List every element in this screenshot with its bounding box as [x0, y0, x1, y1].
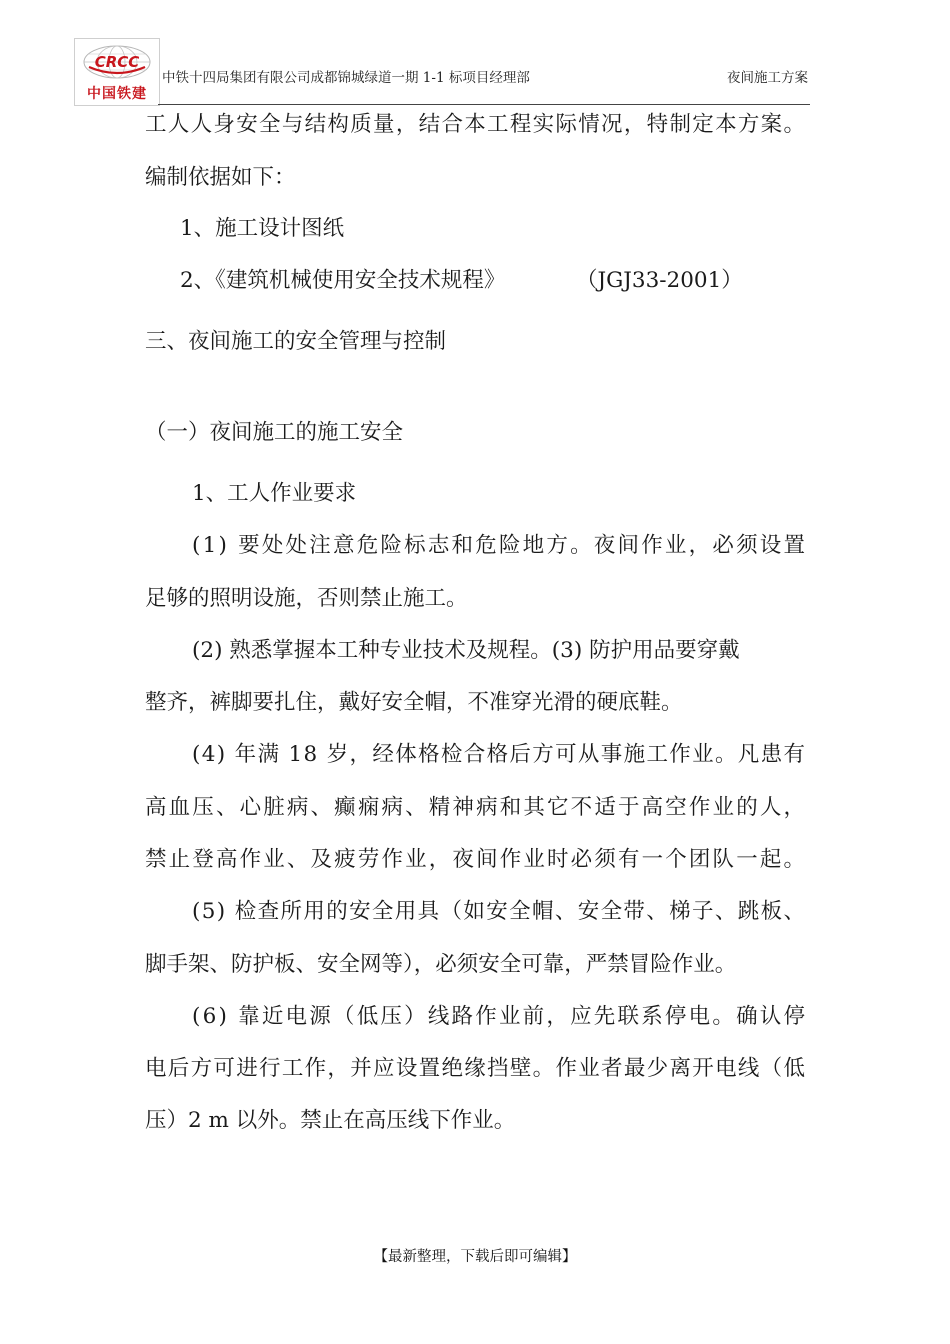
body-line: 工人人身安全与结构质量，结合本工程实际情况，特制定本方案。: [145, 112, 807, 137]
globe-logo-icon: [81, 45, 153, 81]
crcc-logo: [74, 38, 160, 106]
body-line: (4) 年满 18 岁，经体格检合格后方可从事施工作业。凡患有: [192, 742, 807, 767]
body-line: (6) 靠近电源（低压）线路作业前，应先联系停电。确认停: [192, 1004, 808, 1029]
header-divider: [158, 104, 810, 105]
page-header: [74, 38, 810, 106]
body-line: (5) 检查所用的安全用具（如安全帽、安全带、梯子、跳板、: [192, 899, 807, 924]
body-line: 整齐，裤脚要扎住，戴好安全帽，不准穿光滑的硬底鞋。: [145, 690, 683, 715]
subsection-heading: （一）夜间施工的施工安全: [145, 420, 404, 445]
list-item: 2、《建筑机械使用安全技术规程》: [180, 268, 506, 293]
body-line: 编制依据如下：: [145, 165, 296, 190]
body-line: (1) 要处处注意危险标志和危险地方。夜间作业，必须设置: [192, 533, 808, 558]
svg-text:CRCC: CRCC: [94, 53, 140, 71]
standard-code: （JGJ33-2001）: [576, 268, 743, 293]
list-item: 1、施工设计图纸: [180, 216, 345, 241]
document-title: 夜间施工方案: [727, 70, 808, 86]
logo-text: 中国铁建: [87, 86, 147, 102]
item-heading: 1、工人作业要求: [192, 481, 357, 506]
section-heading: 三、夜间施工的安全管理与控制: [145, 329, 447, 354]
body-line: 脚手架、防护板、安全网等），必须安全可靠，严禁冒险作业。: [145, 952, 737, 977]
body-line: (2) 熟悉掌握本工种专业技术及规程。(3) 防护用品要穿戴: [192, 638, 740, 663]
body-line: 压）2 m 以外。禁止在高压线下作业。: [145, 1108, 516, 1133]
body-line: 足够的照明设施，否则禁止施工。: [145, 586, 468, 611]
company-name: 中铁十四局集团有限公司成都锦城绿道一期 1-1 标项目经理部: [162, 70, 530, 86]
body-line: 电后方可进行工作，并应设置绝缘挡壁。作业者最少离开电线（低: [145, 1056, 807, 1081]
footer-note: 【最新整理，下载后即可编辑】: [373, 1249, 577, 1265]
body-line: 禁止登高作业、及疲劳作业，夜间作业时必须有一个团队一起。: [145, 847, 808, 872]
body-line: 高血压、心脏病、癫痫病、精神病和其它不适于高空作业的人，: [145, 795, 808, 820]
